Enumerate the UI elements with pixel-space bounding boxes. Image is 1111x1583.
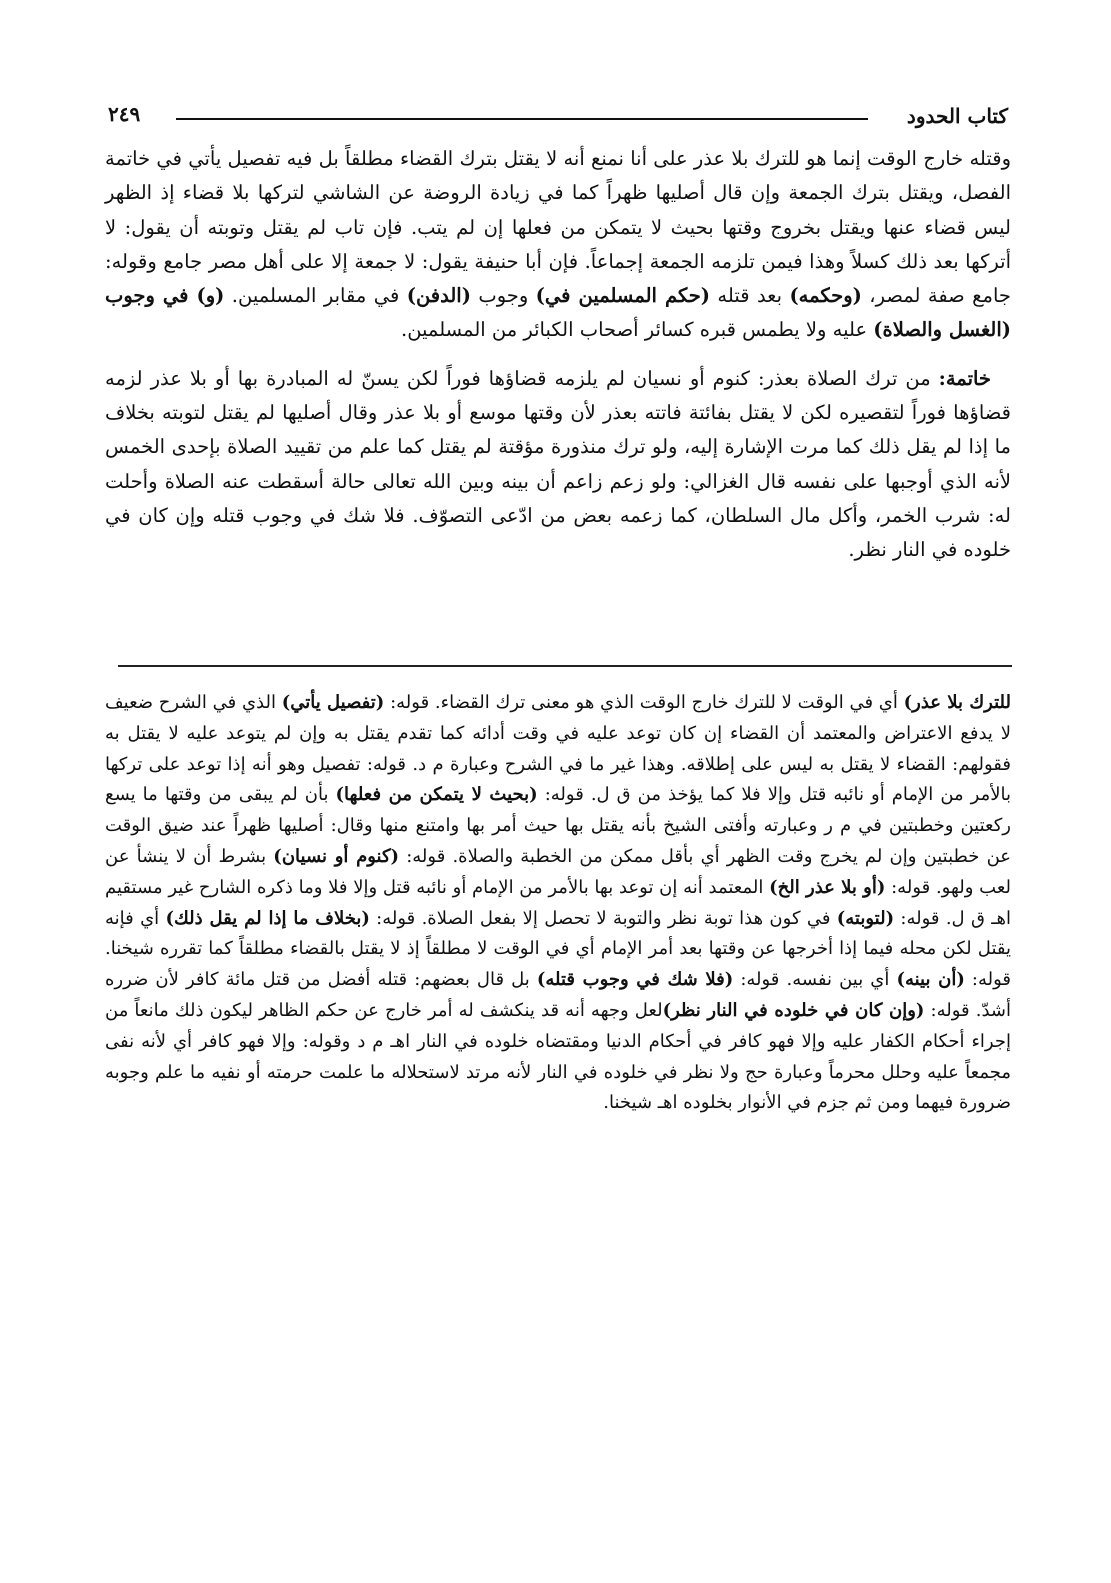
text-run: أي بين نفسه. قوله: — [733, 969, 897, 991]
bold-run: (و) في وجوب (الغسل والصلاة) — [105, 284, 1011, 342]
header-rule — [176, 118, 868, 120]
text-run: في كون هذا توبة نظر والتوبة لا تحصل إلا بفعل الصلاة. قوله: — [369, 907, 837, 929]
footnote-paragraph — [105, 688, 1011, 1119]
text-run: في مقابر المسلمين. — [224, 284, 407, 308]
bold-run: للترك بلا عذر) — [903, 692, 1011, 713]
bold-run: (وإن كان في خلوده في النار نظر) — [662, 999, 925, 1021]
page-number: ٢٤٩ — [108, 102, 141, 126]
chapter-title: كتاب الحدود — [906, 104, 1008, 128]
bold-run: (الدفن) — [406, 284, 471, 308]
bold-run: (بحيث لا يتمكن من فعلها) — [335, 784, 538, 806]
bold-run: (لتوبته) — [836, 907, 895, 929]
text-run: عليه ولا يطمس قبره كسائر أصحاب الكبائر من المسلمين. — [401, 318, 874, 342]
running-header — [108, 98, 1008, 132]
text-run: المعتمد أنه إن توعد بها بالأمر من الإمام أو نائبه قتل وإلا فلا وما ذكره الشارح غير مستقيم اهـ ق ل. قوله: — [105, 876, 1011, 929]
text-run: بشرط أن لا ينشأ عن لعب ولهو. قوله: — [105, 845, 1012, 898]
bold-run: (حكم المسلمين في) — [535, 284, 710, 308]
text-run: الذي في الشرح ضعيف لا يدفع الاعتراض والمعتمد أن القضاء إن كان توعد عليه في وقت أدائه كما تقدم يقتل به وإن لم يتوعد عليه لا يقتل به فقولهم: القضاء لا يقتل به ليس على إطلاقه. وهذا غير ما في الشرح وعبارة م د. قوله: تفصيل وهو أنه إذا توعد على تركها بالأمر من الإمام أو نائبه قتل وإلا فلا كما يؤخذ من ق ل. قوله: — [105, 692, 1012, 806]
bold-run: (وحكمه) — [789, 284, 862, 308]
text-run: بعد قتله — [710, 284, 790, 308]
main-paragraph — [105, 142, 1011, 348]
text-run: من ترك الصلاة بعذر: كنوم أو نسيان لم يلزمه قضاؤها فوراً لكن يسنّ له المبادرة بها أو بلا عذر لزمه قضاؤها فوراً لتقصيره لكن لا يقتل بفائتة فاتته بعذر لأن وقتها موسع أو بلا عذر وقال أصليها لم يقتل لتوبته بخلاف ما إذا لم يقل ذلك كما مرت الإشارة إليه، ولو ترك منذورة مؤقتة لم يقتل كما علم من تقييد الصلاة بإحدى الخمس لأنه الذي أوجبها على نفسه قال الغزالي: ولو زعم زاعم أن بينه وبين الله تعالى حالة أسقطت عنه الصلاة وأحلت له: شرب الخمر، وأكل مال السلطان، كما زعمه بعض من ادّعى التصوّف. فلا شك في وجوب قتله وإن كان في خلوده في النار نظر. — [105, 366, 1011, 562]
text-run: أي فإنه يقتل لكن محله فيما إذا أخرجها عن وقتها بعد أمر الإمام أي في الوقت لا مطلقاً إذ لا يقتل بالقضاء مطلقاً كما تقرره شيخنا. قوله: — [105, 907, 1012, 991]
bold-run: (أن بينه) — [896, 969, 965, 991]
footnotes — [105, 688, 1011, 1119]
bold-run: (بخلاف ما إذا لم يقل ذلك) — [165, 907, 370, 929]
bold-run: (فلا شك في وجوب قتله) — [536, 969, 734, 991]
text-run: لعل وجهه أنه قد ينكشف له أمر خارج عن حكم الظاهر ليكون ذلك مانعاً من إجراء أحكام الكفار عليه وإلا فهو كافر في أحكام الدنيا ومقتضاه خلوده في النار اهـ م د وقوله: وإلا فهو كافر أي لأنه نفى مجمعاً عليه وحلل محرماً وعبارة حج ولا نظر في خلوده في النار لأنه مرتد لاستحلاله ما علمت حرمته أو نفيه ما علم وجوبه ضرورة فيهما ومن ثم جزم في الأنوار بخلوده اهـ شيخنا. — [105, 999, 1011, 1114]
main-text — [105, 142, 1011, 568]
text-run: وقتله خارج الوقت إنما هو للترك بلا عذر على أنا نمنع أنه لا يقتل بترك القضاء مطلقاً بل فيه تفصيل يأتي في خاتمة الفصل، ويقتل بترك الجمعة وإن قال أصليها ظهراً كما في زيادة الروضة عن الشاشي لتركها بلا قضاء إذ الظهر ليس قضاء عنها ويقتل بخروج وقتها بحيث لا يتمكن من فعلها إن لم يتب. فإن تاب لم يقتل وتوبته أن يقول: لا أتركها بعد ذلك كسلاً وهذا فيمن تلزمه الجمعة إجماعاً. فإن أبا حنيفة يقول: لا جمعة إلا على أهل مصر جامع وقوله: جامع صفة لمصر، — [105, 147, 1011, 308]
bold-run: (أو بلا عذر الخ) — [769, 876, 886, 898]
text-run: وجوب — [470, 284, 536, 308]
footnote-separator — [118, 665, 1012, 667]
text-run: بل قال بعضهم: قتله أفضل من قتل مائة كافر لأن ضرره أشدّ. قوله: — [105, 969, 1011, 1021]
closing-heading: خاتمة: — [938, 366, 991, 390]
text-run: أي في الوقت لا للترك خارج الوقت الذي هو معنى ترك القضاء. قوله: — [384, 692, 904, 713]
closing-paragraph — [105, 362, 1011, 568]
bold-run: (كنوم أو نسيان) — [273, 845, 400, 867]
text-run: بأن لم يبقى من وقتها ما يسع ركعتين وخطبتين في م ر وعبارته وأفتى الشيخ بأنه يقتل بها حيث أمر بها وامتنع منها وقال: أصليها ظهراً عند ضيق الوقت عن خطبتين وإن لم يخرج وقت الظهر أي بأقل ممكن من الخطبة والصلاة. قوله: — [105, 784, 1012, 867]
bold-run: (تفصيل يأتي) — [281, 692, 385, 713]
